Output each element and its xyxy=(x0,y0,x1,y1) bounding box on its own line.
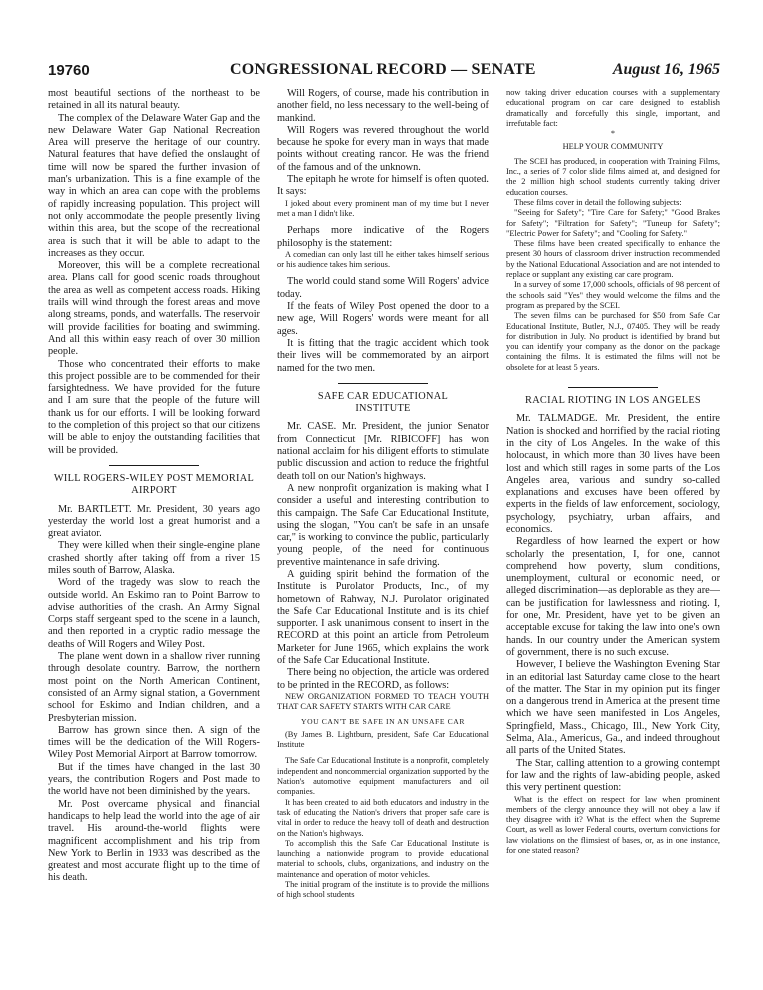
article-subtitle: YOU CAN'T BE SAFE IN AN UNSAFE CAR xyxy=(300,716,466,726)
paragraph: Will Rogers, of course, made his contribution in another field, no less necessary to the well-being of mankind. xyxy=(277,88,489,124)
article-paragraph: These films cover in detail the following subjects: xyxy=(514,197,682,207)
quotation: I joked about every prominent man of my time but I never met a man I didn't like. xyxy=(277,198,489,218)
page-header xyxy=(48,62,720,84)
paragraph: Mr. TALMADGE. Mr. President, the entire Nation is shocked and horrified by the racial rioting in the city of Los Angeles. In the wake of this holocaust, in which more than 30 lives have been lost and which still rages in some parts of the Los Angeles area, various and sundry so-called explanations and excuses have been offered by experts in the fields of law enforcement, sociology, psychology, psychiatry, urban affairs, and economics. xyxy=(506,413,720,535)
asterisk: * xyxy=(610,129,616,139)
paragraph: Those who concentrated their efforts to make this project possible are to be commended for their farsightedness. We have provided for the future and I am sure that the people of the future will thank us for our efforts. I will be looking forward to the completion of this project so that our citizens will be able to enjoy the outstanding facilities that will be provided. xyxy=(48,358,260,456)
paragraph: The epitaph he wrote for himself is often quoted. It says: xyxy=(277,174,489,198)
paragraph: However, I believe the Washington Evening Star in an editorial last Saturday came close to the heart of the matter. The Star in my opinion put its finger on a dangerous trend in America at the present time which we have seen manifested in Los Angeles, Springfield, Mass., Chicago, Ill., New York City, Selma, Ala., Americus, Ga., and indeed throughout all parts of the United States. xyxy=(506,659,720,757)
column-1 xyxy=(48,88,260,968)
issue-date: August 16, 1965 xyxy=(612,61,720,78)
section-divider xyxy=(109,465,199,466)
article-subheading: HELP YOUR COMMUNITY xyxy=(562,142,664,152)
article-paragraph: The SCEI has produced, in cooperation with Training Films, Inc., a series of 7 color slide films aimed at, and designed for the 2 million high school students currently taking driver education courses. xyxy=(506,156,720,197)
article-paragraph: The seven films can be purchased for $50 from Safe Car Educational Institute, Butler, N.J., 07405. They will be ready for distribution in July. No product is identified by brand but you can identify your company as the donor on the package containing the films. It is estimated the films will not be obsolete for at least 5 years. xyxy=(506,311,720,372)
paragraph: It is fitting that the tragic accident which took their lives will be commemorated by an airport named for the two men. xyxy=(277,337,489,374)
paragraph: The world could stand some Will Rogers' advice today. xyxy=(277,276,489,300)
quotation: A comedian can only last till he either takes himself serious or his audience takes him serious. xyxy=(277,249,489,270)
paragraph: There being no objection, the article was ordered to be printed in the RECORD, as follows: xyxy=(277,667,489,691)
article-paragraph: now taking driver education courses with a supplementary educational program on car care designed to establish dramatically and forcefully this single, important, and irrefutable fact: xyxy=(506,88,720,128)
paragraph: They were killed when their single-engine plane crashed shortly after taking off from a river 15 miles south of Barrow, Alaska. xyxy=(48,540,260,576)
article-paragraph: The Safe Car Educational Institute is a nonprofit, completely independent and noncommercial organization supported by the Nation's automotive equipment manufacturers and oil companies. xyxy=(277,756,489,797)
paragraph: But if the times have changed in the last 30 years, the contribution Rogers and Post made to the world have not been diminished by the years. xyxy=(48,761,260,798)
paragraph: The complex of the Delaware Water Gap and the new Delaware Water Gap National Recreation Area will preserve the heritage of our country. Natural features that have defied the onslaught of time will now be spared the further invasion of man's urbanization. This is a fine example of the way in which an area can cope with the problems of rapidly increasing population. This project will not only accommodate the people presently living within this area, but the scope of the recreational area is such that it will be able to adapt to the increases as they occur. xyxy=(48,112,260,259)
article-paragraph: It has been created to aid both educators and industry in the task of educating the Nation's drivers that proper safe care is vital in order to reduce the heavy toll of death and destruction on the Nation's highways. xyxy=(277,797,489,838)
section-divider xyxy=(568,387,658,388)
paragraph: The plane went down in a shallow river running through desolate country. Barrow, the northern most point on the North American Continent, consisted of an Army signal station, a Government school for Eskimo and Indian children, and a Presbyterian mission. xyxy=(48,651,260,724)
paragraph: most beautiful sections of the northeast to be retained in all its natural beauty. xyxy=(48,88,260,112)
article-paragraph: The initial program of the institute is to provide the millions of high school students xyxy=(277,880,489,900)
paragraph: Moreover, this will be a complete recreational area. Plans call for good scenic roads throughout the area as well as competent access roads. Hiking trails will wind through the forest areas and move along streams, ponds, and waterfalls. The reservoir will provide facilities for boating and swimming. And all this within easy reach of over 30 million people. xyxy=(48,260,260,358)
quotation: What is the effect on respect for law when prominent members of the clergy announce they will not obey a law if they disagree with it? What is the effect when the Supreme Court, as well as lower Federal courts, overturn convictions for law violations on the flimsiest of bases, or, as in one instance, for one stated reason? xyxy=(506,794,720,855)
article-paragraph: In a survey of some 17,000 schools, officials of 98 percent of the schools said "Yes" they would welcome the films and the program as prepared by the SCEI. xyxy=(506,280,720,310)
section-heading: RACIAL RIOTING IN LOS ANGELES xyxy=(525,395,701,407)
column-2 xyxy=(277,88,489,968)
paragraph: Will Rogers was revered throughout the world because he spoke for every man in ways that made points without creating rancor. He was the friend of the famous and of the unknown. xyxy=(277,124,489,173)
paragraph: Mr. CASE. Mr. President, the junior Senator from Connecticut [Mr. RIBICOFF] has won national acclaim for his diligent efforts to stimulate public discussion and action to reduce the frightful death toll on our Nation's highways. xyxy=(277,421,489,482)
article-paragraph: "Seeing for Safety"; "Tire Care for Safety;" "Good Brakes for Safety"; "Filtration for Safety"; "Tuneup for Safety"; "Electric Power for Safety"; and "Cooling for Safety." xyxy=(506,208,720,238)
section-heading: WILL ROGERS-WILEY POST MEMORIAL AIRPORT xyxy=(53,472,255,497)
paragraph: A new nonprofit organization is making what I consider a useful and interesting contribution to this campaign. The Safe Car Educational Institute, using the slogan, "You can't be safe in an unsafe car," is working to convince the public, particularly young people, of the need for continuous preventive maintenance in safe driving. xyxy=(277,482,489,568)
paragraph: If the feats of Wiley Post opened the door to a new age, Will Rogers' words were meant for all ages. xyxy=(277,301,489,337)
column-3 xyxy=(506,88,720,968)
paragraph: Barrow has grown since then. A sign of the times will be the dedication of the Will Rogers-Wiley Post Memorial Airport at Barrow tomorrow. xyxy=(48,724,260,761)
paragraph: The Star, calling attention to a growing contempt for law and the rights of law-abiding people, asked this very pertinent question: xyxy=(506,757,720,794)
paragraph: Word of the tragedy was slow to reach the outside world. An Eskimo ran to Point Barrow to advise authorities of the crash. An Army Signal Corps staff sergeant sped to the scene in a launch, and then reported in a cryptic radio message the deaths of Will Rogers and Wiley Post. xyxy=(48,577,260,650)
paragraph: Mr. Post overcame physical and financial handicaps to help lead the world into the age of air travel. His around-the-world flights were magnificent accomplishment and his trip from New York to Berlin in 1933 was described as the greatest and most accurate flight up to the time of his death. xyxy=(48,798,260,884)
journal-title: CONGRESSIONAL RECORD — SENATE xyxy=(230,61,536,78)
paragraph: Mr. BARTLETT. Mr. President, 30 years ago yesterday the world lost a great humorist and a great aviator. xyxy=(48,503,260,540)
section-divider xyxy=(338,383,428,384)
article-byline: (By James B. Lightburn, president, Safe Car Educational Institute xyxy=(277,729,489,750)
article-paragraph: These films have been created specifically to enhance the present 30 hours of classroom driver instruction recommended by the National Educational Association and are not intended to replace or supplant any existing car care program. xyxy=(506,239,720,280)
article-title: NEW ORGANIZATION FORMED TO TEACH YOUTH THAT CAR SAFETY STARTS WITH CAR CARE xyxy=(277,691,489,712)
paragraph: Perhaps more indicative of the Rogers philosophy is the statement: xyxy=(277,225,489,249)
page-number: 19760 xyxy=(48,62,90,79)
article-paragraph: To accomplish this the Safe Car Educational Institute is launching a nationwide program to provide educational material to schools, clubs, organizations, and industry on the maintenance and operation of motor vehicles. xyxy=(277,838,489,879)
paragraph: A guiding spirit behind the formation of the Institute is Purolator Products, Inc., of my hometown of Rahway, N.J. Purolator originated the Safe Car Educational Institute and is its chief supporter. I ask unanimous consent to insert in the RECORD at this point an article from Petroleum Marketer for June 1965, which explains the work of the Safe Car Educational Institute. xyxy=(277,568,489,667)
section-heading: SAFE CAR EDUCATIONAL INSTITUTE xyxy=(317,390,449,415)
paragraph: Regardless of how learned the expert or how scholarly the presentation, I, for one, cannot comprehend how poverty, slum conditions, unemployment, cultural or economic need, or alleged discrimination—as deplorable as they are—can be justification for lawlessness and rioting. I, for one, Mr. President, have yet to be given an acceptable excuse for taking the law into one's own hands. In our country under the American system of government, there is no such excuse. xyxy=(506,536,720,658)
